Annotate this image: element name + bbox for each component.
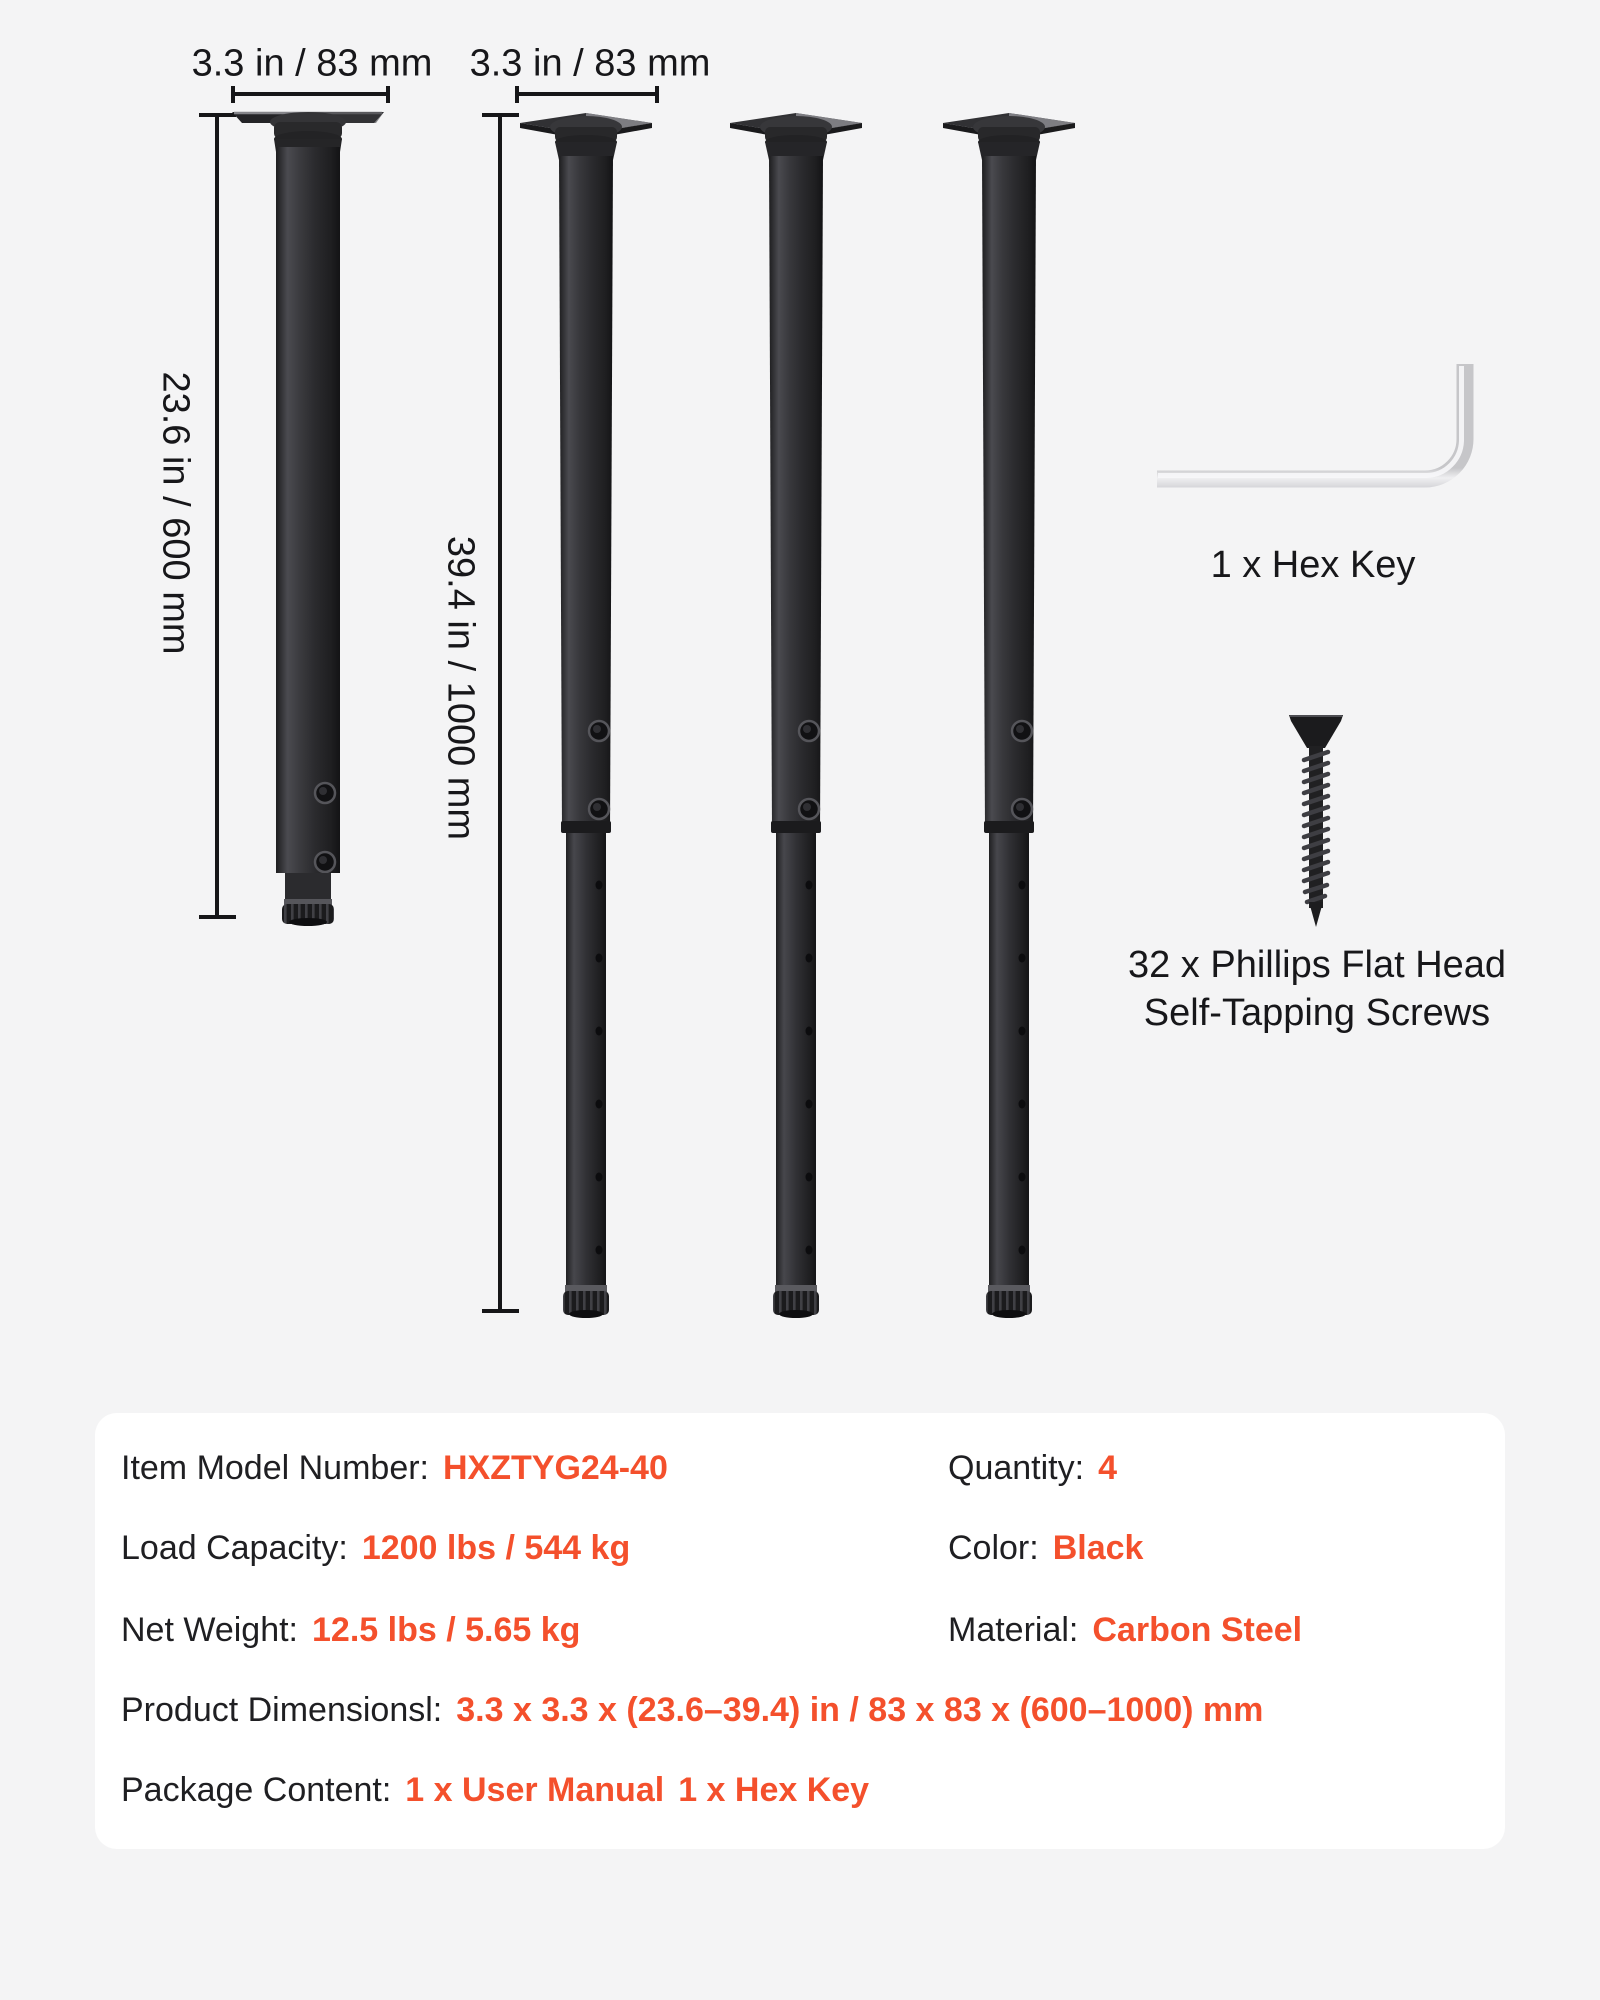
spec-label: Package Content: xyxy=(121,1771,392,1809)
spec-value: Carbon Steel xyxy=(1092,1611,1303,1649)
spec-label: Load Capacity: xyxy=(121,1529,348,1567)
spec-panel xyxy=(95,1413,1505,1849)
spec-row-dimensions xyxy=(121,1690,1263,1730)
spec-value: 1 x Hex Key xyxy=(678,1771,870,1809)
spec-value: 1200 lbs / 544 kg xyxy=(361,1529,631,1567)
spec-row-load-capacity xyxy=(121,1528,630,1568)
height-dimension-adjustable-leg xyxy=(482,115,519,1311)
spec-label: Quantity: xyxy=(948,1449,1085,1487)
spec-label: Color: xyxy=(948,1529,1039,1567)
screws-caption-line2: Self-Tapping Screws xyxy=(1143,992,1491,1034)
adjustable-table-leg-1 xyxy=(520,113,652,1318)
fixed-table-leg xyxy=(232,112,384,926)
spec-label: Material: xyxy=(948,1611,1079,1649)
spec-row-package-content xyxy=(121,1770,869,1810)
width-dimension-fixed-leg xyxy=(233,86,388,103)
width-dimension-adjustable-leg xyxy=(517,86,657,103)
height-label-adjustable-leg: 39.4 in / 1000 mm xyxy=(439,535,482,841)
spec-row-quantity xyxy=(948,1448,1117,1488)
spec-value: 3.3 x 3.3 x (23.6–39.4) in / 83 x 83 x (600–1000) mm xyxy=(456,1691,1264,1729)
screws-caption-line1: 32 x Phillips Flat Head xyxy=(1127,944,1507,986)
spec-value: HXZTYG24-40 xyxy=(443,1449,668,1487)
spec-value: 1 x User Manual xyxy=(405,1771,665,1809)
hex-key-caption: 1 x Hex Key xyxy=(1210,544,1416,586)
spec-label: Item Model Number: xyxy=(121,1449,429,1487)
screws-caption xyxy=(1128,941,1506,1037)
adjustable-table-leg-3 xyxy=(943,113,1075,1318)
hex-key-icon xyxy=(1157,364,1465,479)
spec-value: 4 xyxy=(1098,1449,1117,1487)
spec-row-net-weight xyxy=(121,1610,580,1650)
spec-row-model xyxy=(121,1448,668,1488)
spec-label: Product Dimensionsl: xyxy=(121,1691,443,1729)
spec-value: 12.5 lbs / 5.65 kg xyxy=(312,1611,581,1649)
height-label-fixed-leg: 23.6 in / 600 mm xyxy=(154,371,197,655)
spec-label: Net Weight: xyxy=(121,1611,299,1649)
adjustable-table-leg-2 xyxy=(730,113,862,1318)
screw-icon xyxy=(1289,715,1343,927)
width-label-adjustable-leg: 3.3 in / 83 mm xyxy=(469,42,711,85)
width-label-fixed-leg: 3.3 in / 83 mm xyxy=(191,42,433,85)
spec-row-material xyxy=(948,1610,1302,1650)
height-dimension-fixed-leg xyxy=(199,115,236,917)
spec-value: Black xyxy=(1052,1529,1144,1567)
spec-row-color xyxy=(948,1528,1143,1568)
